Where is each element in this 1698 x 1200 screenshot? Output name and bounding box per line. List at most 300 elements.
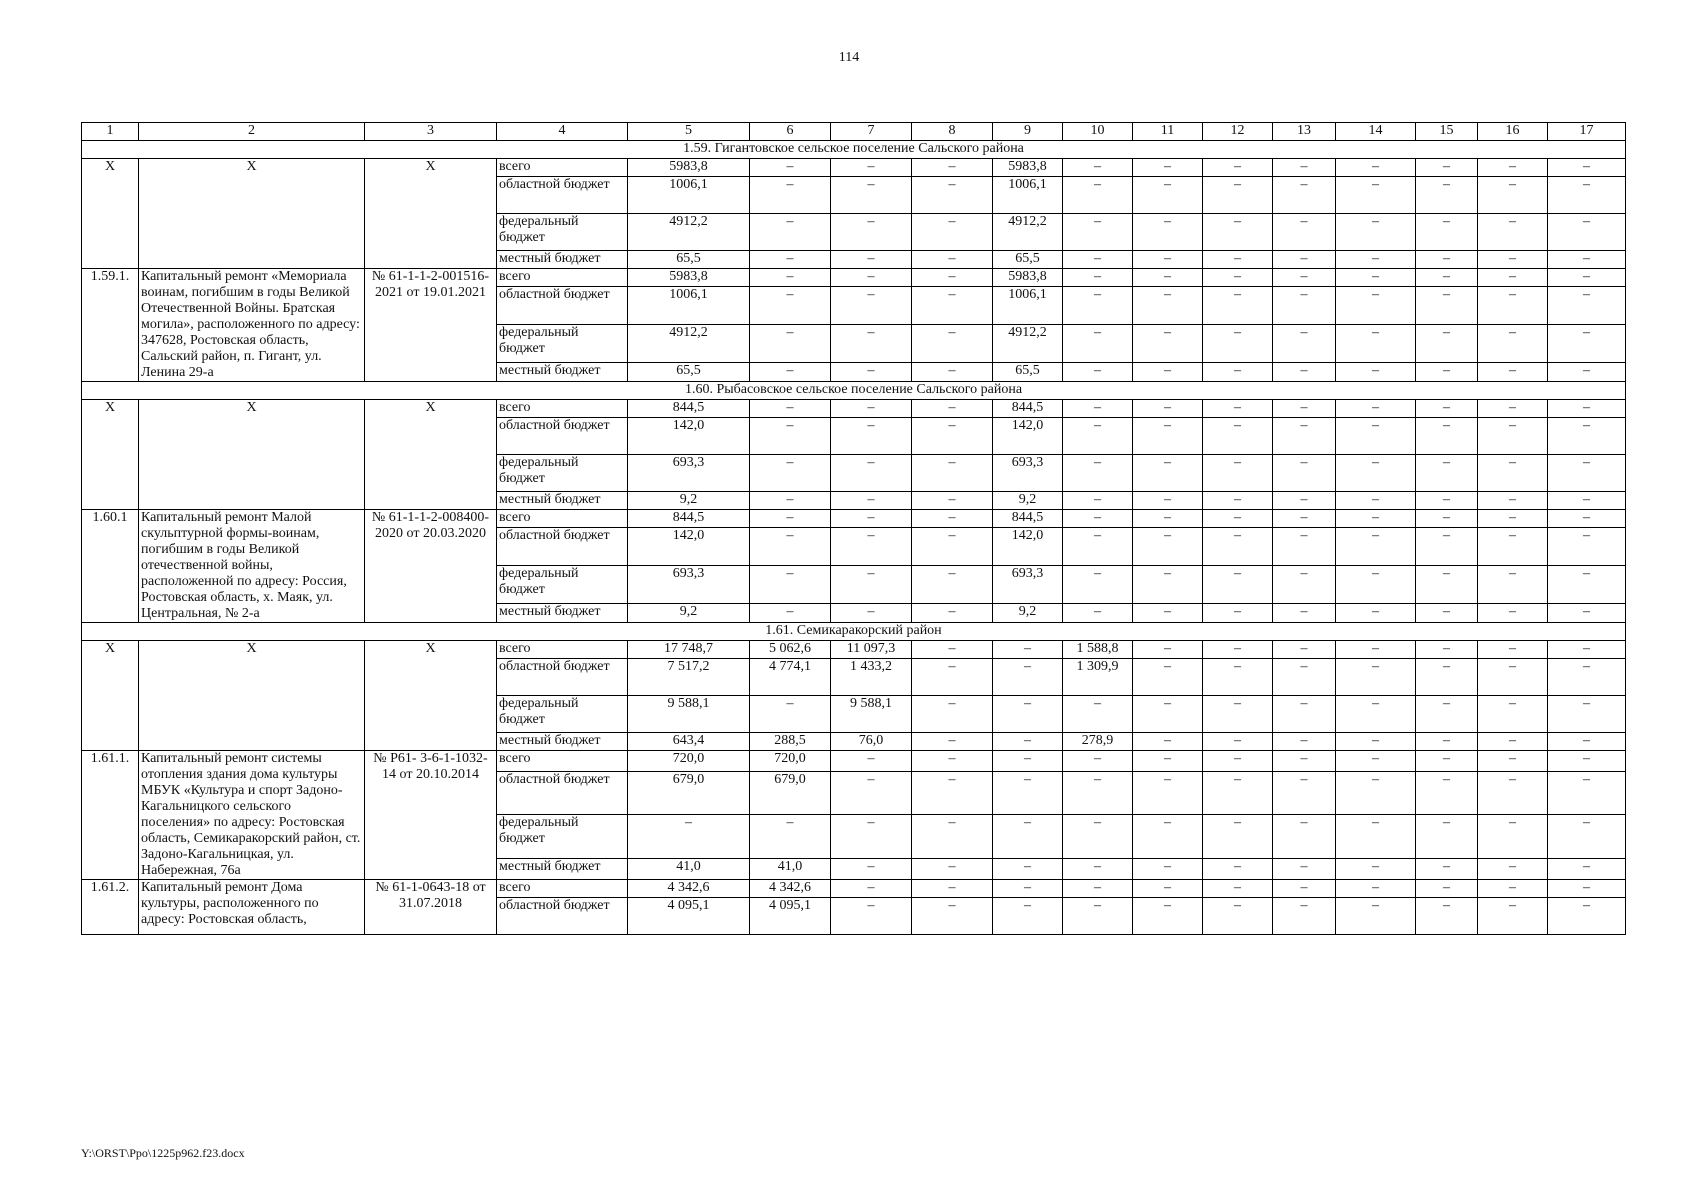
amount-cell: – [1133,641,1203,659]
amount-cell: – [831,566,912,604]
amount-cell: – [1336,566,1416,604]
amount-cell: – [1478,492,1548,510]
column-number: 5 [628,123,750,141]
amount-cell: – [831,898,912,935]
amount-cell: – [912,772,993,815]
amount-cell: – [1273,898,1336,935]
amount-cell: – [1548,214,1626,251]
amount-cell: – [912,566,993,604]
amount-cell: – [1336,510,1416,528]
amount-cell: – [1478,898,1548,935]
amount-cell: – [1336,287,1416,325]
item-number: Х [82,400,139,510]
amount-cell: – [912,858,993,879]
amount-cell: – [1273,751,1336,772]
amount-cell: 720,0 [628,751,750,772]
amount-cell: – [1203,159,1273,177]
amount-cell: – [912,510,993,528]
amount-cell: – [1548,251,1626,269]
document-ref: № 61-1-1-2-001516-2021 от 19.01.2021 [365,269,497,382]
amount-cell: – [1478,772,1548,815]
amount-cell: – [1478,287,1548,325]
amount-cell: – [831,455,912,492]
table-row [82,159,1626,177]
amount-cell: – [1273,772,1336,815]
amount-cell: 1 433,2 [831,659,912,696]
table-row [82,641,1626,659]
amount-cell: – [1416,363,1478,382]
amount-cell: 41,0 [628,858,750,879]
amount-cell: 4 095,1 [628,898,750,935]
amount-cell: – [831,510,912,528]
amount-cell: – [1273,418,1336,455]
amount-cell: – [1336,641,1416,659]
amount-cell: – [912,492,993,510]
amount-cell: – [831,159,912,177]
item-number: 1.59.1. [82,269,139,382]
amount-cell: – [831,772,912,815]
amount-cell: – [1063,177,1133,214]
amount-cell: – [1478,400,1548,418]
amount-cell: 76,0 [831,733,912,751]
funding-source: федеральный бюджет [497,325,628,363]
funding-source: всего [497,159,628,177]
amount-cell: – [1133,696,1203,733]
amount-cell: – [750,159,831,177]
amount-cell: – [1133,566,1203,604]
amount-cell: – [1133,214,1203,251]
amount-cell: 679,0 [750,772,831,815]
amount-cell: – [1336,325,1416,363]
amount-cell: – [1133,772,1203,815]
amount-cell: 5983,8 [628,159,750,177]
amount-cell: – [1416,177,1478,214]
amount-cell: 4 095,1 [750,898,831,935]
amount-cell: – [912,418,993,455]
section-row [82,382,1626,400]
amount-cell: – [912,751,993,772]
amount-cell: – [1063,418,1133,455]
amount-cell: – [1133,251,1203,269]
funding-source: местный бюджет [497,492,628,510]
amount-cell: – [1416,604,1478,623]
amount-cell: – [1203,880,1273,898]
amount-cell: 5983,8 [993,159,1063,177]
amount-cell: – [750,177,831,214]
amount-cell: – [912,455,993,492]
amount-cell: – [912,898,993,935]
amount-cell: – [1063,880,1133,898]
amount-cell: 9,2 [993,492,1063,510]
amount-cell: – [1336,528,1416,566]
amount-cell: – [1273,251,1336,269]
amount-cell: – [912,815,993,858]
amount-cell: – [1416,880,1478,898]
amount-cell: – [1133,733,1203,751]
amount-cell: – [831,418,912,455]
amount-cell: – [993,641,1063,659]
amount-cell: – [1203,696,1273,733]
amount-cell: – [1548,880,1626,898]
funding-source: областной бюджет [497,177,628,214]
amount-cell: – [831,604,912,623]
section-title: 1.61. Семикаракорский район [82,623,1626,641]
object-name: Х [139,400,365,510]
funding-source: всего [497,641,628,659]
amount-cell: 65,5 [993,251,1063,269]
column-number: 15 [1416,123,1478,141]
amount-cell: 1006,1 [628,177,750,214]
document-ref: № 61-1-0643-18 от 31.07.2018 [365,880,497,935]
amount-cell: – [1063,528,1133,566]
amount-cell: – [750,815,831,858]
table-row [82,751,1626,772]
amount-cell: – [1548,510,1626,528]
amount-cell: – [1548,898,1626,935]
amount-cell: 4 342,6 [628,880,750,898]
amount-cell: 65,5 [628,363,750,382]
amount-cell: – [1133,159,1203,177]
amount-cell: – [912,325,993,363]
amount-cell: 4 342,6 [750,880,831,898]
amount-cell: 5 062,6 [750,641,831,659]
amount-cell: – [750,325,831,363]
amount-cell: – [1416,269,1478,287]
amount-cell: – [1548,455,1626,492]
funding-source: областной бюджет [497,898,628,935]
amount-cell: – [1063,751,1133,772]
amount-cell: – [1336,492,1416,510]
amount-cell: – [1133,492,1203,510]
amount-cell: 9,2 [628,492,750,510]
amount-cell: – [1133,325,1203,363]
amount-cell: – [1336,858,1416,879]
amount-cell: – [912,528,993,566]
amount-cell: 844,5 [993,510,1063,528]
amount-cell: – [993,858,1063,879]
amount-cell: – [912,269,993,287]
amount-cell: – [750,269,831,287]
amount-cell: 693,3 [628,566,750,604]
amount-cell: – [1416,251,1478,269]
amount-cell: – [1273,287,1336,325]
section-title: 1.59. Гигантовское сельское поселение Сальского района [82,141,1626,159]
funding-source: местный бюджет [497,733,628,751]
file-path-footer: Y:\ORST\Ppo\1225p962.f23.docx [81,1146,245,1160]
amount-cell: – [1273,528,1336,566]
amount-cell: – [1063,566,1133,604]
column-number: 1 [82,123,139,141]
amount-cell: – [1273,214,1336,251]
amount-cell: – [912,696,993,733]
amount-cell: – [1336,159,1416,177]
amount-cell: 679,0 [628,772,750,815]
amount-cell: – [1273,659,1336,696]
amount-cell: – [1478,251,1548,269]
amount-cell: – [1548,418,1626,455]
funding-source: местный бюджет [497,604,628,623]
amount-cell: 65,5 [628,251,750,269]
column-number: 10 [1063,123,1133,141]
column-number: 17 [1548,123,1626,141]
amount-cell: – [1478,659,1548,696]
amount-cell: – [912,363,993,382]
amount-cell: – [1416,566,1478,604]
amount-cell: – [1063,696,1133,733]
amount-cell: – [1063,400,1133,418]
amount-cell: – [1133,858,1203,879]
amount-cell: – [831,492,912,510]
amount-cell: – [1203,510,1273,528]
amount-cell: 1 588,8 [1063,641,1133,659]
amount-cell: – [912,159,993,177]
object-name: Х [139,159,365,269]
funding-source: федеральный бюджет [497,696,628,733]
amount-cell: – [1336,659,1416,696]
amount-cell: – [1273,880,1336,898]
document-ref: Х [365,641,497,751]
amount-cell: 1 309,9 [1063,659,1133,696]
section-row [82,623,1626,641]
amount-cell: – [1416,287,1478,325]
amount-cell: – [1203,898,1273,935]
amount-cell: – [1133,418,1203,455]
amount-cell: – [1273,641,1336,659]
amount-cell: – [1063,287,1133,325]
amount-cell: 142,0 [628,528,750,566]
amount-cell: 142,0 [628,418,750,455]
amount-cell: – [1063,363,1133,382]
amount-cell: 1006,1 [993,177,1063,214]
amount-cell: – [1336,880,1416,898]
amount-cell: – [1203,363,1273,382]
amount-cell: – [1478,159,1548,177]
object-name: Капитальный ремонт системы отопления здания дома культуры МБУК «Культура и спорт Задоно-Кагальницкого сельского поселения» по адресу: Ростовская область, Семикаракорский район, ст. Задоно-Кагальницкая, ул. Набережная, 76а [139,751,365,880]
amount-cell: – [1203,214,1273,251]
column-number: 12 [1203,123,1273,141]
amount-cell: – [1416,159,1478,177]
amount-cell: – [1273,858,1336,879]
amount-cell: – [1063,898,1133,935]
amount-cell: – [1548,363,1626,382]
amount-cell: – [1478,269,1548,287]
amount-cell: – [1203,858,1273,879]
amount-cell: – [1063,214,1133,251]
amount-cell: – [912,659,993,696]
amount-cell: – [1548,492,1626,510]
page-number: 114 [838,50,860,65]
amount-cell: 278,9 [1063,733,1133,751]
amount-cell: – [1203,455,1273,492]
amount-cell: – [1133,815,1203,858]
amount-cell: – [912,214,993,251]
amount-cell: – [831,269,912,287]
amount-cell: 4912,2 [628,214,750,251]
amount-cell: – [1273,492,1336,510]
table-row [82,880,1626,898]
amount-cell: – [1548,696,1626,733]
amount-cell: – [912,880,993,898]
amount-cell: – [1478,363,1548,382]
amount-cell: – [1548,641,1626,659]
amount-cell: – [993,772,1063,815]
amount-cell: – [993,659,1063,696]
amount-cell: – [993,898,1063,935]
amount-cell: – [1478,858,1548,879]
amount-cell: 4912,2 [993,325,1063,363]
amount-cell: – [1133,528,1203,566]
amount-cell: – [1336,177,1416,214]
object-name: Капитальный ремонт «Мемориала воинам, погибшим в годы Великой Отечественной Войны. Братская могила», расположенного по адресу: 347628, Ростовская область, Сальский район, п. Гигант, ул. Ленина 29-а [139,269,365,382]
amount-cell: – [1548,287,1626,325]
item-number: 1.61.1. [82,751,139,880]
amount-cell: – [831,528,912,566]
amount-cell: – [1478,528,1548,566]
amount-cell: 142,0 [993,418,1063,455]
amount-cell: – [1273,159,1336,177]
amount-cell: – [750,251,831,269]
column-number: 16 [1478,123,1548,141]
amount-cell: – [1416,528,1478,566]
amount-cell: – [750,363,831,382]
document-ref: № 61-1-1-2-008400-2020 от 20.03.2020 [365,510,497,623]
amount-cell: – [1478,418,1548,455]
amount-cell: – [1133,898,1203,935]
amount-cell: – [1203,659,1273,696]
amount-cell: – [831,287,912,325]
funding-source: всего [497,269,628,287]
amount-cell: – [1133,269,1203,287]
amount-cell: – [1336,269,1416,287]
amount-cell: 643,4 [628,733,750,751]
amount-cell: – [831,177,912,214]
amount-cell: – [1336,898,1416,935]
object-name: Капитальный ремонт Дома культуры, расположенного по адресу: Ростовская область, [139,880,365,935]
column-number: 6 [750,123,831,141]
amount-cell: – [1203,269,1273,287]
amount-cell: – [1063,510,1133,528]
column-number: 4 [497,123,628,141]
table-row [82,269,1626,287]
amount-cell: – [1203,418,1273,455]
item-number: 1.61.2. [82,880,139,935]
funding-source: областной бюджет [497,772,628,815]
document-ref: № Р61- 3-6-1-1032-14 от 20.10.2014 [365,751,497,880]
amount-cell: – [1416,214,1478,251]
amount-cell: 17 748,7 [628,641,750,659]
amount-cell: – [1336,400,1416,418]
amount-cell: – [1273,815,1336,858]
column-number: 2 [139,123,365,141]
amount-cell: 4912,2 [993,214,1063,251]
funding-source: федеральный бюджет [497,214,628,251]
column-number: 8 [912,123,993,141]
amount-cell: – [1416,641,1478,659]
amount-cell: 9,2 [628,604,750,623]
amount-cell: – [1203,400,1273,418]
amount-cell: – [1203,641,1273,659]
amount-cell: – [1548,325,1626,363]
amount-cell: – [1203,287,1273,325]
amount-cell: – [993,696,1063,733]
amount-cell: 1006,1 [628,287,750,325]
amount-cell: – [912,251,993,269]
amount-cell: 9,2 [993,604,1063,623]
amount-cell: – [1133,400,1203,418]
funding-source: местный бюджет [497,858,628,879]
amount-cell: – [912,604,993,623]
amount-cell: – [1273,510,1336,528]
amount-cell: – [1416,772,1478,815]
funding-source: всего [497,751,628,772]
amount-cell: – [1273,177,1336,214]
amount-cell: – [1273,325,1336,363]
amount-cell: – [1336,815,1416,858]
section-row [82,141,1626,159]
amount-cell: – [1548,659,1626,696]
object-name: Капитальный ремонт Малой скульптурной формы-воинам, погибшим в годы Великой отечественной войны, расположенной по адресу: Россия, Ростовская область, х. Маяк, ул. Центральная, № 2-а [139,510,365,623]
amount-cell: 5983,8 [993,269,1063,287]
budget-table [81,122,1626,935]
amount-cell: – [750,566,831,604]
amount-cell: – [1063,492,1133,510]
table-row [82,510,1626,528]
funding-source: федеральный бюджет [497,455,628,492]
funding-source: областной бюджет [497,287,628,325]
amount-cell: 5983,8 [628,269,750,287]
amount-cell: – [1478,880,1548,898]
amount-cell: – [1063,269,1133,287]
amount-cell: – [1416,751,1478,772]
document-ref: Х [365,400,497,510]
amount-cell: – [912,733,993,751]
amount-cell: – [1336,214,1416,251]
amount-cell: 9 588,1 [831,696,912,733]
amount-cell: – [1273,604,1336,623]
amount-cell: – [1063,772,1133,815]
column-number: 13 [1273,123,1336,141]
amount-cell: 844,5 [628,510,750,528]
amount-cell: – [1336,455,1416,492]
amount-cell: – [1548,751,1626,772]
amount-cell: – [1416,733,1478,751]
funding-source: всего [497,880,628,898]
amount-cell: 693,3 [993,566,1063,604]
funding-source: местный бюджет [497,363,628,382]
amount-cell: – [1133,455,1203,492]
amount-cell: – [1133,604,1203,623]
amount-cell: – [1336,363,1416,382]
amount-cell: – [831,815,912,858]
amount-cell: – [1478,510,1548,528]
amount-cell: – [1478,641,1548,659]
column-number: 3 [365,123,497,141]
amount-cell: – [1548,528,1626,566]
amount-cell: – [1336,751,1416,772]
amount-cell: – [1203,528,1273,566]
funding-source: федеральный бюджет [497,566,628,604]
funding-source: областной бюджет [497,659,628,696]
amount-cell: – [1336,418,1416,455]
amount-cell: 11 097,3 [831,641,912,659]
amount-cell: – [1548,815,1626,858]
amount-cell: – [1478,604,1548,623]
amount-cell: – [1063,325,1133,363]
amount-cell: – [1063,815,1133,858]
object-name: Х [139,641,365,751]
amount-cell: – [831,325,912,363]
amount-cell: – [1063,455,1133,492]
